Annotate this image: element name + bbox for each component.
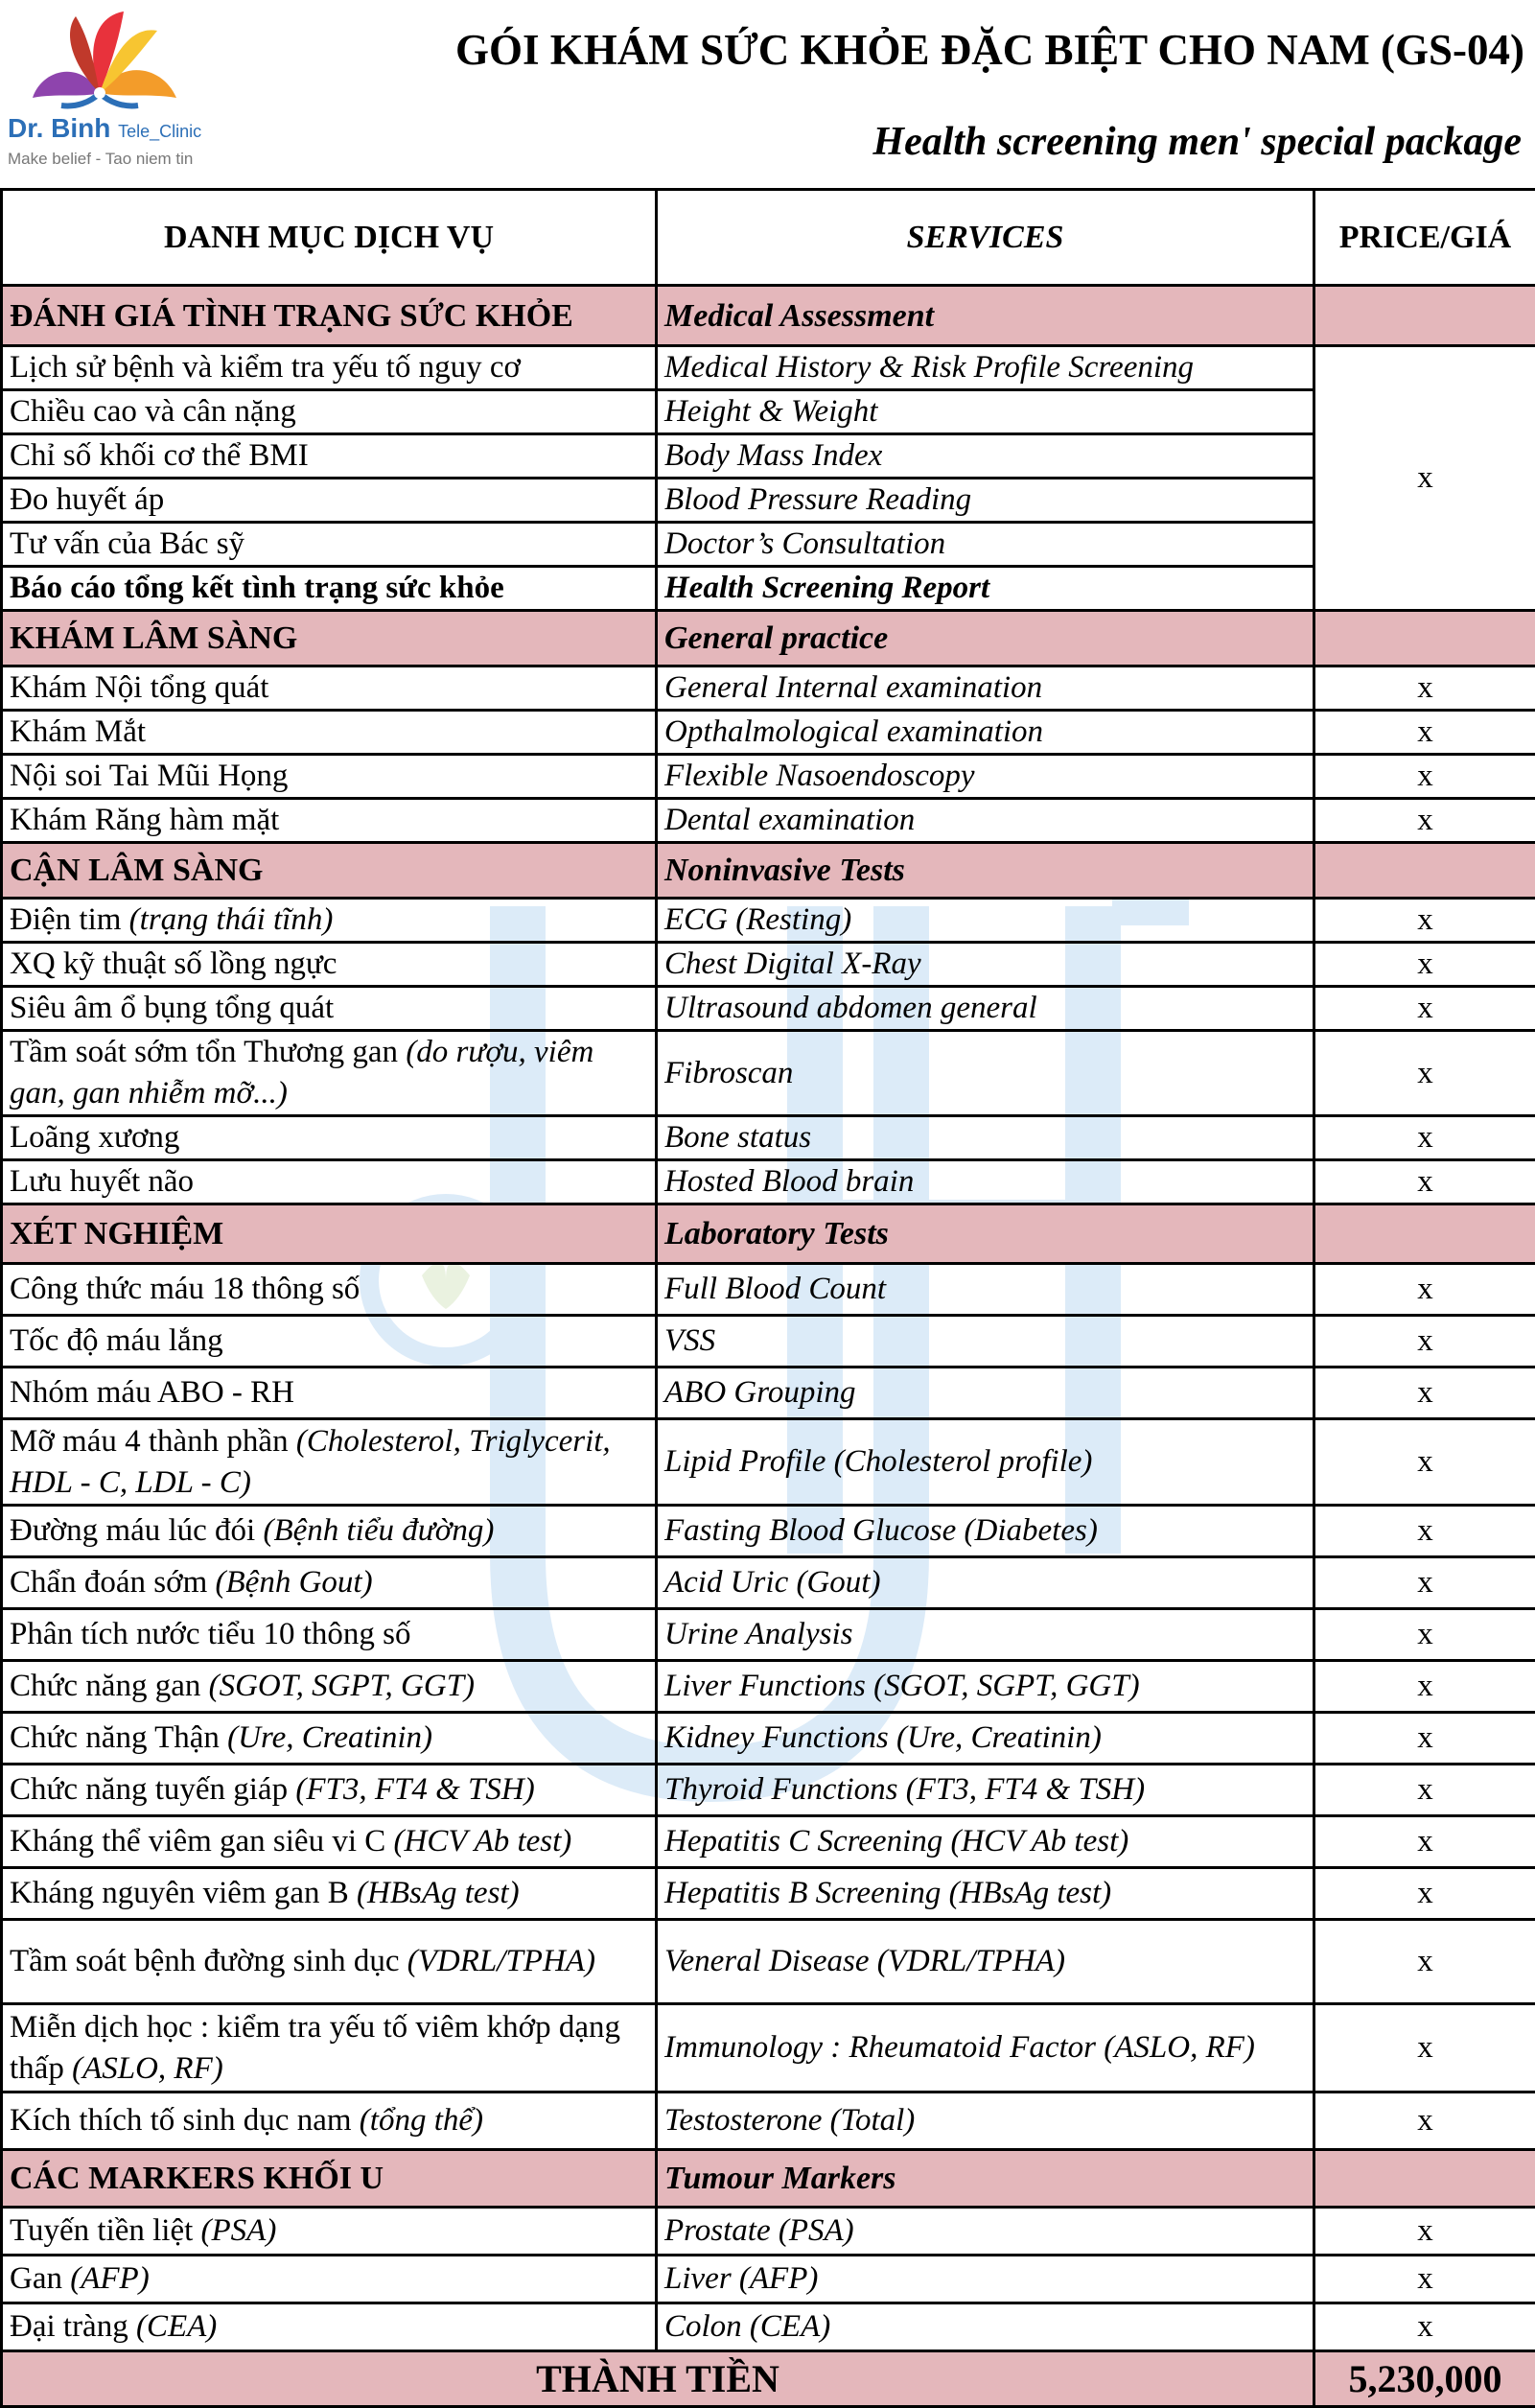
- service-vi: Tầm soát bệnh đường sinh dục (VDRL/TPHA): [2, 1920, 657, 2004]
- service-price: x: [1314, 943, 1535, 987]
- service-vi: Mỡ máu 4 thành phần (Cholesterol, Triglycerit, HDL - C, LDL - C): [2, 1419, 657, 1506]
- service-en: Body Mass Index: [657, 434, 1314, 479]
- section-price: [1314, 611, 1535, 666]
- services-table: [0, 188, 1535, 2408]
- service-vi: Đại tràng (CEA): [2, 2303, 657, 2351]
- service-price: x: [1314, 1661, 1535, 1713]
- service-en: Hosted Blood brain: [657, 1160, 1314, 1204]
- service-vi: Chức năng Thận (Ure, Creatinin): [2, 1713, 657, 1765]
- service-vi: Nhóm máu ABO - RH: [2, 1368, 657, 1419]
- service-vi: Gan (AFP): [2, 2256, 657, 2303]
- service-en: Medical History & Risk Profile Screening: [657, 346, 1314, 390]
- service-price: x: [1314, 1816, 1535, 1868]
- service-vi: Chiều cao và cân nặng: [2, 390, 657, 434]
- section-price: [1314, 2150, 1535, 2208]
- table-row: [2, 2256, 1535, 2303]
- table-row: [2, 1765, 1535, 1816]
- service-en: Prostate (PSA): [657, 2208, 1314, 2256]
- service-price: x: [1314, 755, 1535, 799]
- service-en: Immunology : Rheumatoid Factor (ASLO, RF): [657, 2004, 1314, 2092]
- service-price: x: [1314, 1557, 1535, 1609]
- table-row: [2, 434, 1535, 479]
- service-vi: Điện tim (trạng thái tĩnh): [2, 899, 657, 943]
- table-row: [2, 2303, 1535, 2351]
- table-row: [2, 1868, 1535, 1920]
- table-header: [2, 190, 1535, 286]
- service-price: x: [1314, 799, 1535, 843]
- service-vi: Đường máu lúc đói (Bệnh tiểu đường): [2, 1506, 657, 1557]
- service-en: Dental examination: [657, 799, 1314, 843]
- service-vi: Kháng nguyên viêm gan B (HBsAg test): [2, 1868, 657, 1920]
- service-en: Liver Functions (SGOT, SGPT, GGT): [657, 1661, 1314, 1713]
- service-en: Fasting Blood Glucose (Diabetes): [657, 1506, 1314, 1557]
- service-vi: Đo huyết áp: [2, 479, 657, 523]
- service-en: Doctor’s Consultation: [657, 523, 1314, 567]
- service-vi: Siêu âm ổ bụng tổng quát: [2, 987, 657, 1031]
- service-en: Full Blood Count: [657, 1264, 1314, 1316]
- service-vi: Nội soi Tai Mũi Họng: [2, 755, 657, 799]
- section-title-en: Tumour Markers: [657, 2150, 1314, 2208]
- service-en: Flexible Nasoendoscopy: [657, 755, 1314, 799]
- service-vi: Phân tích nước tiểu 10 thông số: [2, 1609, 657, 1661]
- service-price: x: [1314, 2303, 1535, 2351]
- service-price: x: [1314, 1713, 1535, 1765]
- table-row: [2, 1661, 1535, 1713]
- column-header-price: PRICE/GIÁ: [1314, 190, 1535, 286]
- service-en: Hepatitis C Screening (HCV Ab test): [657, 1816, 1314, 1868]
- service-en: Height & Weight: [657, 390, 1314, 434]
- section-price: [1314, 843, 1535, 899]
- service-price: x: [1314, 2208, 1535, 2256]
- total-price: 5,230,000: [1314, 2351, 1535, 2407]
- service-price: x: [1314, 2256, 1535, 2303]
- service-en: VSS: [657, 1316, 1314, 1368]
- service-en: Liver (AFP): [657, 2256, 1314, 2303]
- service-vi: Tầm soát sớm tổn Thương gan (do rượu, viêm gan, gan nhiễm mỡ...): [2, 1031, 657, 1116]
- section-price: [1314, 286, 1535, 346]
- section-title-en: Medical Assessment: [657, 286, 1314, 346]
- table-row: [2, 479, 1535, 523]
- service-price: x: [1314, 1316, 1535, 1368]
- section-title-en: Noninvasive Tests: [657, 843, 1314, 899]
- table-row: [2, 987, 1535, 1031]
- table-row: [2, 1419, 1535, 1506]
- service-price: x: [1314, 1506, 1535, 1557]
- service-price: x: [1314, 666, 1535, 711]
- table-row: [2, 1316, 1535, 1368]
- service-en: ABO Grouping: [657, 1368, 1314, 1419]
- section-title-vi: XÉT NGHIỆM: [2, 1204, 657, 1264]
- clinic-logo: [4, 2, 196, 175]
- service-en: Fibroscan: [657, 1031, 1314, 1116]
- service-vi: Chỉ số khối cơ thể BMI: [2, 434, 657, 479]
- service-en: Bone status: [657, 1116, 1314, 1160]
- service-vi: Kháng thể viêm gan siêu vi C (HCV Ab test): [2, 1816, 657, 1868]
- service-en: Lipid Profile (Cholesterol profile): [657, 1419, 1314, 1506]
- service-vi: Miễn dịch học : kiểm tra yếu tố viêm khớp dạng thấp (ASLO, RF): [2, 2004, 657, 2092]
- table-row: [2, 1160, 1535, 1204]
- section-row: [2, 843, 1535, 899]
- service-price: x: [1314, 1868, 1535, 1920]
- table-row: [2, 666, 1535, 711]
- service-price: x: [1314, 1368, 1535, 1419]
- service-vi: Khám Mắt: [2, 711, 657, 755]
- table-row: [2, 943, 1535, 987]
- table-row: [2, 1557, 1535, 1609]
- service-vi: Tốc độ máu lắng: [2, 1316, 657, 1368]
- service-vi: Kích thích tố sinh dục nam (tổng thể): [2, 2092, 657, 2150]
- table-row: [2, 1713, 1535, 1765]
- table-row: [2, 2092, 1535, 2150]
- service-price: x: [1314, 1609, 1535, 1661]
- table-row: [2, 755, 1535, 799]
- table-row: [2, 2208, 1535, 2256]
- service-vi: Chẩn đoán sớm (Bệnh Gout): [2, 1557, 657, 1609]
- table-row: [2, 346, 1535, 390]
- table-row: [2, 711, 1535, 755]
- service-en: Opthalmological examination: [657, 711, 1314, 755]
- table-row: [2, 1368, 1535, 1419]
- section-title-vi: CẬN LÂM SÀNG: [2, 843, 657, 899]
- table-row: [2, 1116, 1535, 1160]
- table-row: [2, 1506, 1535, 1557]
- service-en: ECG (Resting): [657, 899, 1314, 943]
- table-row: [2, 1816, 1535, 1868]
- service-price: x: [1314, 1264, 1535, 1316]
- service-en: Hepatitis B Screening (HBsAg test): [657, 1868, 1314, 1920]
- table-row: [2, 1264, 1535, 1316]
- column-header-vi: DANH MỤC DỊCH VỤ: [2, 190, 657, 286]
- page-subtitle: Health screening men' special package: [537, 115, 1522, 169]
- service-price: x: [1314, 1419, 1535, 1506]
- table-row: [2, 1920, 1535, 2004]
- service-price: x: [1314, 1160, 1535, 1204]
- column-header-services: SERVICES: [657, 190, 1314, 286]
- service-price: x: [1314, 1765, 1535, 1816]
- section-row: [2, 286, 1535, 346]
- service-vi: Loãng xương: [2, 1116, 657, 1160]
- table-row: [2, 2004, 1535, 2092]
- table-row: [2, 1031, 1535, 1116]
- section-title-vi: CÁC MARKERS KHỐI U: [2, 2150, 657, 2208]
- service-price: x: [1314, 2092, 1535, 2150]
- table-row: [2, 523, 1535, 567]
- table-row: [2, 1609, 1535, 1661]
- service-en: General Internal examination: [657, 666, 1314, 711]
- service-vi: Tuyến tiền liệt (PSA): [2, 2208, 657, 2256]
- brand-slogan: Make belief - Tao niem tin: [8, 150, 193, 169]
- service-price: x: [1314, 899, 1535, 943]
- service-price: x: [1314, 711, 1535, 755]
- section-row: [2, 2150, 1535, 2208]
- section-title-vi: KHÁM LÂM SÀNG: [2, 611, 657, 666]
- section-row: [2, 611, 1535, 666]
- table-row: [2, 899, 1535, 943]
- table-row: [2, 390, 1535, 434]
- service-price: x: [1314, 987, 1535, 1031]
- table-row: [2, 567, 1535, 611]
- service-vi: XQ kỹ thuật số lồng ngực: [2, 943, 657, 987]
- service-price: x: [1314, 1920, 1535, 2004]
- service-vi: Lịch sử bệnh và kiểm tra yếu tố nguy cơ: [2, 346, 657, 390]
- service-vi: Tư vấn của Bác sỹ: [2, 523, 657, 567]
- section-price: [1314, 1204, 1535, 1264]
- service-vi: Khám Nội tổng quát: [2, 666, 657, 711]
- section-title-vi: ĐÁNH GIÁ TÌNH TRẠNG SỨC KHỎE: [2, 286, 657, 346]
- service-vi: Lưu huyết não: [2, 1160, 657, 1204]
- service-en: Veneral Disease (VDRL/TPHA): [657, 1920, 1314, 2004]
- service-en: Kidney Functions (Ure, Creatinin): [657, 1713, 1314, 1765]
- service-en: Blood Pressure Reading: [657, 479, 1314, 523]
- service-price: x: [1314, 1116, 1535, 1160]
- service-en: Chest Digital X-Ray: [657, 943, 1314, 987]
- service-vi: Báo cáo tổng kết tình trạng sức khỏe: [2, 567, 657, 611]
- page-title: GÓI KHÁM SỨC KHỎE ĐẶC BIỆT CHO NAM (GS-04): [451, 21, 1524, 79]
- brand-name: Dr. Binh Tele_Clinic: [8, 113, 201, 144]
- table-row: [2, 799, 1535, 843]
- service-price: x: [1314, 346, 1535, 611]
- service-price: x: [1314, 2004, 1535, 2092]
- service-vi: Công thức máu 18 thông số: [2, 1264, 657, 1316]
- service-en: Ultrasound abdomen general: [657, 987, 1314, 1031]
- service-vi: Chức năng tuyến giáp (FT3, FT4 & TSH): [2, 1765, 657, 1816]
- total-row: [2, 2351, 1535, 2407]
- section-title-en: Laboratory Tests: [657, 1204, 1314, 1264]
- service-en: Thyroid Functions (FT3, FT4 & TSH): [657, 1765, 1314, 1816]
- section-row: [2, 1204, 1535, 1264]
- service-price: x: [1314, 1031, 1535, 1116]
- service-en: Colon (CEA): [657, 2303, 1314, 2351]
- service-en: Urine Analysis: [657, 1609, 1314, 1661]
- total-label: THÀNH TIỀN: [2, 2351, 1314, 2407]
- service-en: Health Screening Report: [657, 567, 1314, 611]
- service-vi: Khám Răng hàm mặt: [2, 799, 657, 843]
- service-vi: Chức năng gan (SGOT, SGPT, GGT): [2, 1661, 657, 1713]
- section-title-en: General practice: [657, 611, 1314, 666]
- service-en: Testosterone (Total): [657, 2092, 1314, 2150]
- service-en: Acid Uric (Gout): [657, 1557, 1314, 1609]
